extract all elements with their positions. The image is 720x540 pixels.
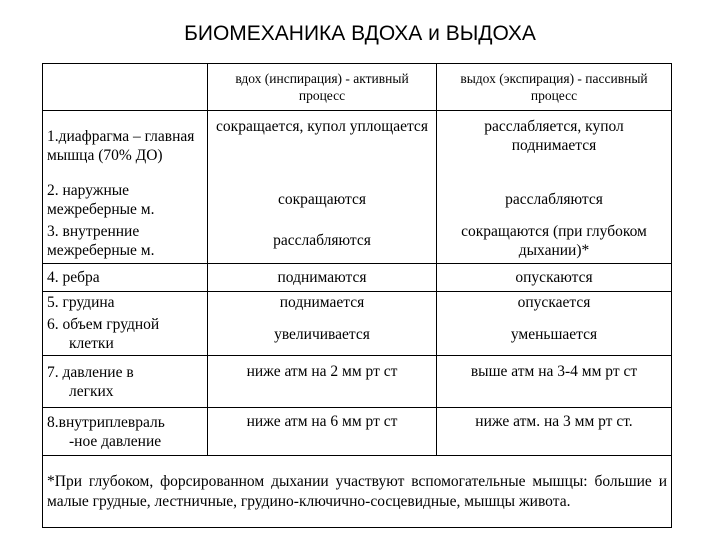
header-empty-cell (43, 64, 208, 111)
row-inhale: поднимаются (208, 264, 437, 292)
row-exhale: опускается (437, 292, 672, 314)
row-exhale: сокращаются (при глубоком дыхании)* (437, 219, 672, 264)
row-label: 4. ребра (43, 264, 208, 292)
footnote-row (43, 456, 672, 528)
table-row (43, 264, 672, 292)
table-row (43, 219, 672, 264)
table-row (43, 181, 672, 219)
row-label: 1.диафрагма – главная мышца (70% ДО) (43, 111, 208, 181)
row-exhale: уменьшается (437, 314, 672, 356)
row-exhale: выше атм на 3-4 мм рт ст (437, 356, 672, 408)
row-label: 7. давление в (47, 363, 134, 381)
table-row (43, 314, 672, 356)
row-inhale: поднимается (208, 292, 437, 314)
row-inhale: сокращается, купол уплощается (208, 111, 437, 181)
row-exhale: опускаются (437, 264, 672, 292)
header-inhale: вдох (инспирация) - активный процесс (208, 64, 437, 111)
biomechanics-table (42, 63, 672, 528)
row-label-cell (43, 314, 208, 356)
table-row (43, 356, 672, 408)
row-exhale: расслабляются (437, 181, 672, 219)
row-label: 3. внутренние межреберные м. (43, 219, 208, 264)
row-label-cont: легких (69, 382, 114, 400)
row-label-cell (43, 356, 208, 408)
table-header-row (43, 64, 672, 111)
row-label: 5. грудина (43, 292, 208, 314)
row-exhale: расслабляется, купол поднимается (437, 111, 672, 181)
row-exhale: ниже атм. на 3 мм рт ст. (437, 408, 672, 456)
row-inhale: сокращаются (208, 181, 437, 219)
row-label: 8.внутриплевраль (47, 413, 165, 431)
row-inhale: ниже атм на 6 мм рт ст (208, 408, 437, 456)
row-label-cont: -ное давление (69, 432, 162, 450)
row-label-cont: клетки (69, 335, 114, 353)
page-title: БИОМЕХАНИКА ВДОХА и ВЫДОХА (184, 22, 536, 45)
table-row (43, 408, 672, 456)
row-inhale: расслабляются (208, 219, 437, 264)
table-row (43, 111, 672, 181)
table-row (43, 292, 672, 314)
row-label-cell (43, 408, 208, 456)
row-label: 6. объем грудной (47, 316, 160, 334)
row-label: 2. наружные межреберные м. (43, 181, 208, 219)
header-exhale: выдох (экспирация) - пассивный процесс (437, 64, 672, 111)
footnote: *При глубоком, форсированном дыхании участвуют вспомогательные мышцы: большие и малые грудные, лестничные, грудино-ключично-сосцевидные, мышцы живота. (43, 456, 672, 528)
row-inhale: увеличивается (208, 314, 437, 356)
row-inhale: ниже атм на 2 мм рт ст (208, 356, 437, 408)
